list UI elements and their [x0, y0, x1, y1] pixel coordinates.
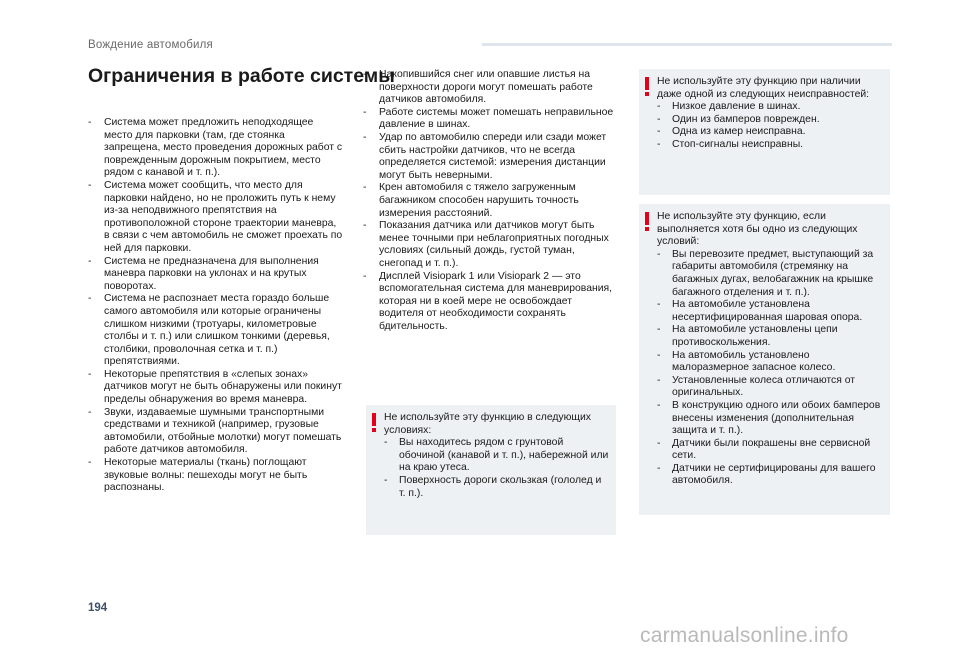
list-item: - Система может предложить неподходящее место для парковки (там, где стоянка запрещена, место проведения дорожных работ с поврежденным дорожным покрытием, место рядом с канавой и т. п.). — [88, 117, 344, 180]
warning-box-faults — [639, 69, 890, 195]
list-item: - Вы находитесь рядом с грунтовой обочиной (канавой и т. п.), набережной или на краю утеса. — [384, 437, 610, 475]
dash-list — [657, 101, 884, 151]
list-item: - На автомобиле установлена несертифицированная шаровая опора. — [657, 299, 884, 324]
warning-box-equipment — [639, 204, 890, 515]
warning-intro: Не используйте эту функцию, если выполняется хотя бы одно из следующих условий: — [657, 211, 858, 248]
warning-intro: Не используйте эту функцию в следующих условиях: — [384, 412, 591, 436]
list-item: - Поверхность дороги скользкая (гололед и т. п.). — [384, 475, 610, 500]
list-item: - Удар по автомобилю спереди или сзади может сбить настройки датчиков, что не всегда определяется системой: измерения дистанции могут быть неверными. — [363, 132, 619, 182]
list-item: - Датчики были покрашены вне сервисной сети. — [657, 438, 884, 463]
page-number: 194 — [88, 602, 108, 614]
dash-list — [88, 117, 344, 495]
section-header: Вождение автомобиля — [88, 39, 213, 51]
warning-icon — [644, 212, 650, 232]
warning-icon — [371, 413, 377, 433]
limitations-list-column-2 — [363, 69, 619, 333]
list-item: - Накопившийся снег или опавшие листья на поверхности дороги могут помешать работе датчиков автомобиля. — [363, 69, 619, 107]
list-item: - Система не предназначена для выполнения маневра парковки на уклонах и на крутых поворотах. — [88, 256, 344, 294]
warning-icon — [644, 77, 650, 97]
list-item: - Один из бамперов поврежден. — [657, 114, 884, 127]
list-item: - Дисплей Visiopark 1 или Visiopark 2 — это вспомогательная система для маневрирования, которая ни в коей мере не освобождает водителя от необходимости сохранять бдительность. — [363, 271, 619, 334]
list-item: - Система не распознает места гораздо больше самого автомобиля или которые ограничены слишком низкими (тротуары, километровые столбы и т. п.) или слишком тонкими (деревья, столбики, проволочная сетка и т. п.) препятствиями. — [88, 293, 344, 369]
limitations-list-column-1 — [88, 117, 344, 495]
list-item: - В конструкцию одного или обоих бамперов внесены изменения (дополнительная защита и т. п.). — [657, 400, 884, 438]
list-item: - Стоп-сигналы неисправны. — [657, 139, 884, 152]
list-item: - Датчики не сертифицированы для вашего автомобиля. — [657, 463, 884, 488]
header-divider — [482, 43, 892, 46]
warning-box-conditions — [366, 405, 616, 535]
list-item: - Работе системы может помешать неправильное давление в шинах. — [363, 107, 619, 132]
list-item: - На автомобиль установлено малоразмерное запасное колесо. — [657, 350, 884, 375]
list-item: - Крен автомобиля с тяжело загруженным багажником способен нарушить точность измерения расстояний. — [363, 182, 619, 220]
list-item: - Установленные колеса отличаются от оригинальных. — [657, 375, 884, 400]
warning-intro: Не используйте эту функцию при наличии даже одной из следующих неисправностей: — [657, 76, 870, 100]
list-item: - Показания датчика или датчиков могут быть менее точными при неблагоприятных погодных условиях (сильный дождь, густой туман, снегопад и т. п.). — [363, 220, 619, 270]
page-title: Ограничения в работе системы — [88, 65, 395, 87]
list-item: - Низкое давление в шинах. — [657, 101, 884, 114]
dash-list — [363, 69, 619, 333]
watermark: carmanualsonline.info — [640, 624, 849, 647]
dash-list — [657, 249, 884, 488]
list-item: - Вы перевозите предмет, выступающий за габариты автомобиля (стремянку на багажных дугах, велобагажник на крышке багажного отделения и т. п.). — [657, 249, 884, 299]
list-item: - На автомобиле установлены цепи противоскольжения. — [657, 324, 884, 349]
list-item: - Некоторые препятствия в «слепых зонах» датчиков могут не быть обнаружены или покинут пределы обнаружения во время маневра. — [88, 369, 344, 407]
list-item: - Одна из камер неисправна. — [657, 126, 884, 139]
list-item: - Звуки, издаваемые шумными транспортными средствами и техникой (например, грузовые автомобили, отбойные молотки) могут помешать работе датчиков автомобиля. — [88, 407, 344, 457]
list-item: - Система может сообщить, что место для парковки найдено, но не проложить путь к нему из-за неподвижного препятствия на противоположной стороне траектории маневра, в связи с чем автомобиль не сможет проехать по ней для парковки. — [88, 180, 344, 256]
dash-list — [384, 437, 610, 500]
list-item: - Некоторые материалы (ткань) поглощают звуковые волны: пешеходы могут не быть распознаны. — [88, 457, 344, 495]
